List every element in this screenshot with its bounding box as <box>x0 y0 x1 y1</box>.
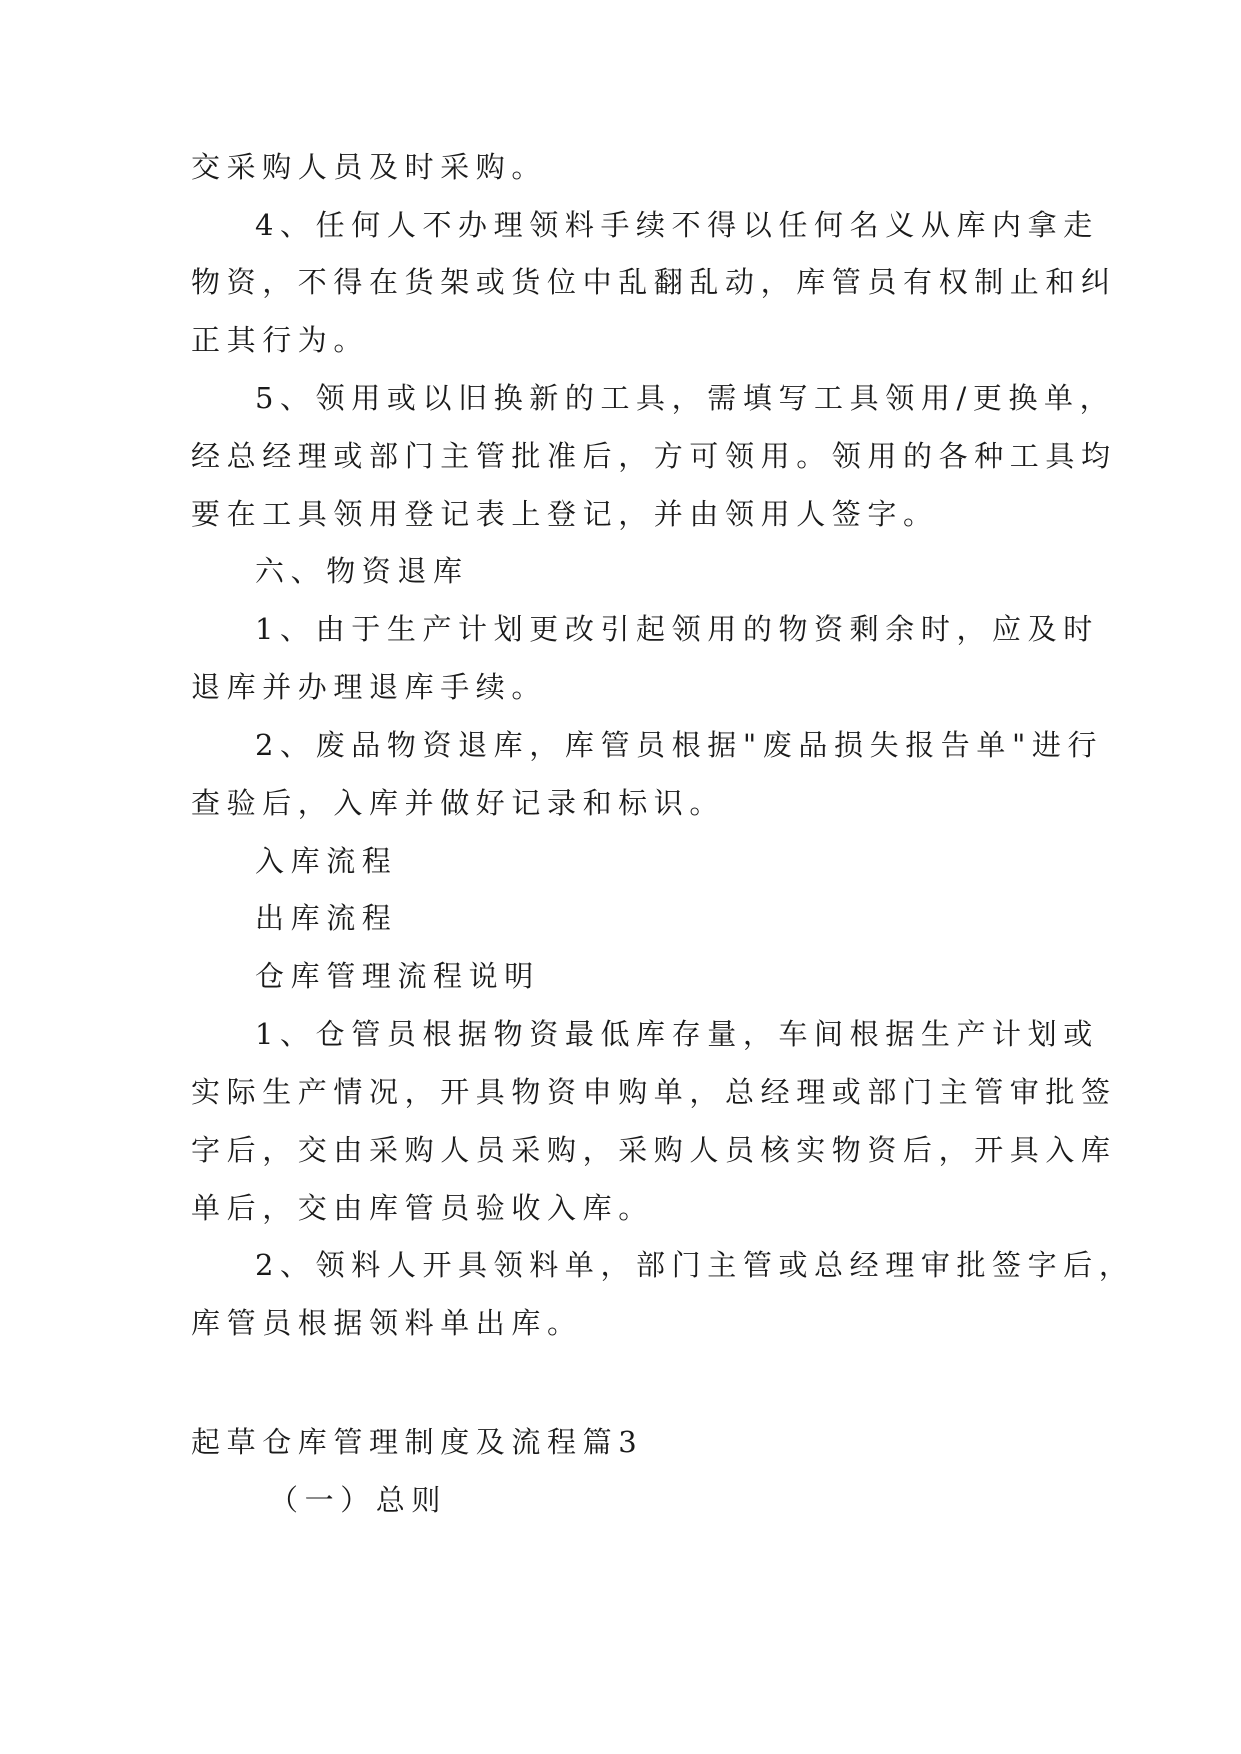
paragraph-line: 2、废品物资退库，库管员根据"废品损失报告单"进行 <box>255 728 1104 762</box>
paragraph-line: 交采购人员及时采购。 <box>191 150 548 184</box>
paragraph-line: 经总经理或部门主管批准后，方可领用。领用的各种工具均 <box>191 439 1117 473</box>
paragraph-line: 要在工具领用登记表上登记，并由领用人签字。 <box>191 497 939 531</box>
article-title: 起草仓库管理制度及流程篇3 <box>191 1425 644 1459</box>
paragraph-line: 物资，不得在货架或货位中乱翻乱动，库管员有权制止和纠 <box>191 265 1117 299</box>
flow-label: 入库流程 <box>255 844 398 878</box>
paragraph-line: 1、由于生产计划更改引起领用的物资剩余时，应及时 <box>255 612 1099 646</box>
paragraph-line: 退库并办理退库手续。 <box>191 670 548 704</box>
paragraph-line: 库管员根据领料单出库。 <box>191 1306 583 1340</box>
chapter-heading: （一）总则 <box>269 1483 448 1517</box>
paragraph-line: 4、任何人不办理领料手续不得以任何名义从库内拿走 <box>255 208 1099 242</box>
paragraph-line: 字后，交由采购人员采购，采购人员核实物资后，开具入库 <box>191 1133 1117 1167</box>
paragraph-line: 1、仓管员根据物资最低库存量，车间根据生产计划或 <box>255 1017 1099 1051</box>
paragraph-line: 2、领料人开具领料单，部门主管或总经理审批签字后， <box>255 1248 1135 1282</box>
paragraph-line: 单后，交由库管员验收入库。 <box>191 1191 654 1225</box>
paragraph-line: 正其行为。 <box>191 323 370 357</box>
paragraph-line: 查验后，入库并做好记录和标识。 <box>191 786 726 820</box>
section-heading: 六、物资退库 <box>255 554 469 588</box>
flow-description-heading: 仓库管理流程说明 <box>255 959 540 993</box>
flow-label: 出库流程 <box>255 901 398 935</box>
paragraph-line: 实际生产情况，开具物资申购单，总经理或部门主管审批签 <box>191 1075 1117 1109</box>
paragraph-line: 5、领用或以旧换新的工具，需填写工具领用/更换单， <box>255 381 1116 415</box>
